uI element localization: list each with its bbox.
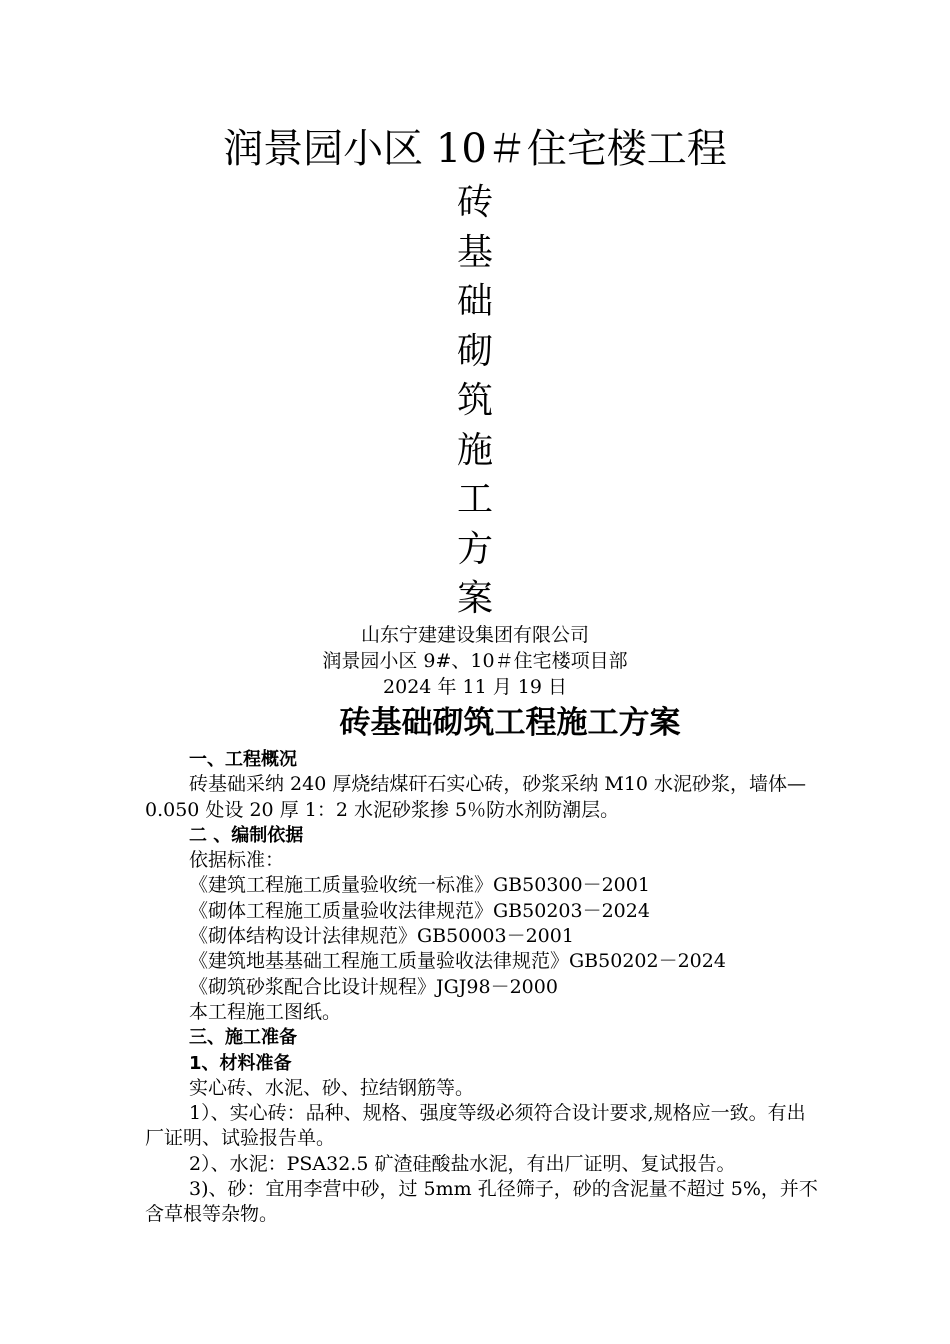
standard-item: 《砌筑砂浆配合比设计规程》JGJ98－2000 [189, 975, 558, 998]
document-body [145, 747, 820, 1228]
cover-date: 2024 年 11 月 19 日 [383, 676, 567, 698]
vertical-title-char: 筑 [456, 380, 493, 421]
vertical-title-char: 工 [456, 479, 493, 520]
vertical-title-char: 施 [456, 429, 493, 471]
standard-item: 《砌体结构设计法律规范》GB50003－2001 [189, 925, 574, 948]
standard-item: 《建筑地基基础工程施工质量验收法律规范》GB50202－2024 [189, 950, 726, 973]
list-item: 3)、砂：宜用李营中砂，过 5mm 孔径筛子，砂的含泥量不超过 5%，并不含草根等杂物。 [145, 1178, 818, 1226]
paragraph: 砖基础采纳 240 厚烧结煤矸石实心砖，砂浆采纳 M10 水泥砂浆，墙体—0.050 处设 20 厚 1：2 水泥砂浆掺 5％防水剂防潮层。 [145, 773, 807, 821]
standard-item: 《建筑工程施工质量验收统一标准》GB50300－2001 [189, 874, 650, 897]
standard-item: 《砌体工程施工质量验收法律规范》GB50203－2024 [189, 899, 650, 922]
vertical-title-char: 砖 [456, 182, 493, 223]
document-title: 砖基础砌筑工程施工方案 [339, 705, 681, 741]
section-heading: 二 、编制依据 [189, 824, 304, 846]
paragraph: 实心砖、水泥、砂、拉结钢筋等。 [189, 1076, 475, 1099]
paragraph: 本工程施工图纸。 [189, 1000, 342, 1023]
department-name: 润景园小区 9#、10＃住宅楼项目部 [322, 650, 628, 672]
project-title: 润景园小区 10＃住宅楼工程 [223, 126, 727, 172]
list-item: 1）、实心砖：品种、规格、强度等级必须符合设计要求,规格应一致。有出厂证明、试验报告单。 [145, 1102, 806, 1150]
vertical-title-char: 案 [456, 578, 493, 619]
vertical-title-char: 础 [456, 281, 493, 322]
subsection-heading: 1、材料准备 [189, 1052, 292, 1074]
list-item: 2）、水泥：PSA32.5 矿渣硅酸盐水泥，有出厂证明、复试报告。 [189, 1152, 736, 1175]
section-heading: 三、施工准备 [189, 1027, 297, 1049]
vertical-title-char: 基 [456, 231, 493, 273]
vertical-title [425, 178, 525, 624]
vertical-title-char: 方 [456, 528, 493, 570]
paragraph: 依据标准： [189, 849, 285, 872]
company-name: 山东宁建建设集团有限公司 [360, 624, 589, 646]
cover-info [0, 622, 950, 700]
vertical-title-char: 砌 [456, 330, 493, 372]
section-heading: 一、工程概况 [189, 749, 297, 770]
